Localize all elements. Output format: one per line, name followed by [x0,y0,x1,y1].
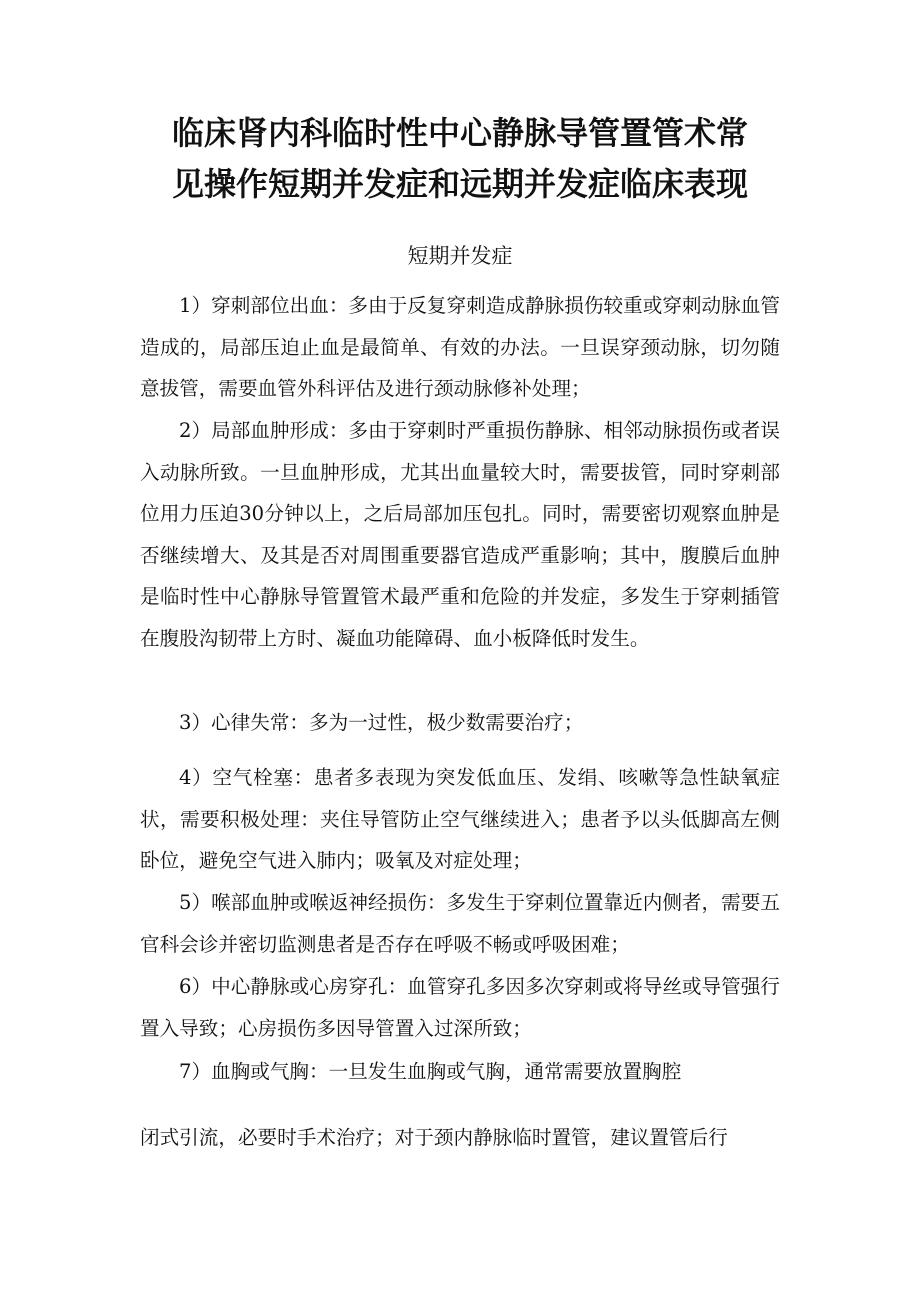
paragraph-8: 闭式引流，必要时手术治疗；对于颈内静脉临时置管，建议置管后行 [140,1126,728,1149]
paragraph-6: 6）中心静脉或心房穿孔：血管穿孔多因多次穿刺或将导丝或导管强行置入导致；心房损伤多因导管置入过深所致； [140,975,780,1040]
document-title [140,108,780,210]
paragraph-4: 4）空气栓塞：患者多表现为突发低血压、发绢、咳嗽等急性缺氧症状，需要积极处理：夹住导管防止空气继续进入；患者予以头低脚高左侧卧位，避免空气进入肺内；吸氧及对症处理； [140,766,780,872]
paragraph-1: 1）穿刺部位出血：多由于反复穿刺造成静脉损伤较重或穿刺动脉血管造成的，局部压迫止血是最简单、有效的办法。一旦误穿颈动脉，切勿随意拔管，需要血管外科评估及进行颈动脉修补处理； [140,294,780,400]
paragraph-5: 5）喉部血肿或喉返神经损伤：多发生于穿刺位置靠近内侧者，需要五官科会诊并密切监测患者是否存在呼吸不畅或呼吸困难； [140,891,780,956]
document-title-line-2: 见操作短期并发症和远期并发症临床表现 [171,165,748,203]
section-heading: 短期并发症 [407,244,513,268]
document-title-line-1: 临床肾内科临时性中心静脉导管置管术常 [171,114,748,152]
paragraph-3: 3）心律失常：多为一过性，极少数需要治疗； [179,711,584,734]
paragraph-2: 2）局部血肿形成：多由于穿刺时严重损伤静脉、相邻动脉损伤或者误入动脉所致。一旦血肿形成，尤其出血量较大时，需要拔管，同时穿刺部位用力压迫30分钟以上，之后局部加压包扎。同时，需要密切观察血肿是否继续增大、及其是否对周围重要器官造成严重影响；其中，腹膜后血肿是临时性中心静脉导管置管术最严重和危险的并发症，多发生于穿刺插管在腹股沟韧带上方时、凝血功能障碍、血小板降低时发生。 [140,419,780,650]
paragraph-7: 7）血胸或气胸：一旦发生血胸或气胸，通常需要放置胸腔 [179,1060,682,1083]
